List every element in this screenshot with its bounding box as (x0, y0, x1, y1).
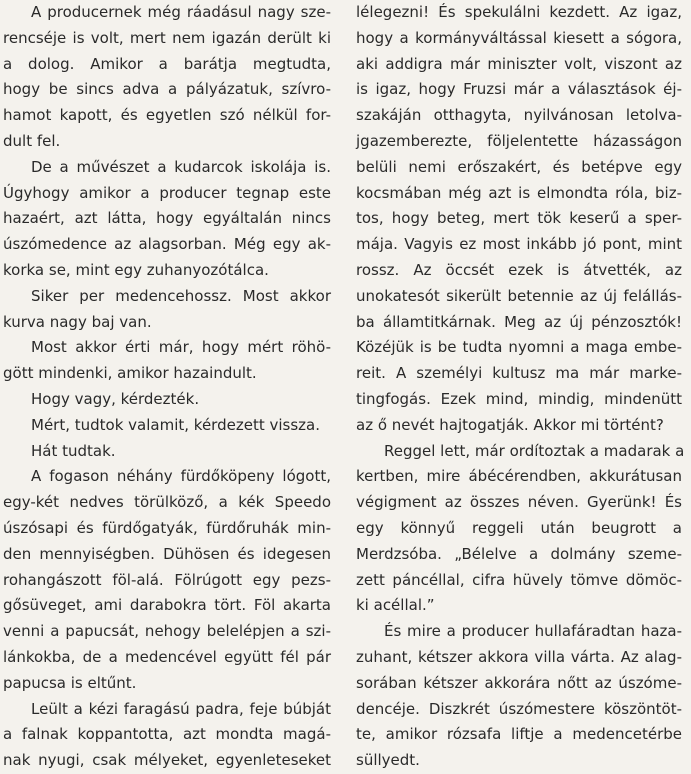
right-column-line: sorában kétszer akkorára nőtt az úszóme- (356, 673, 682, 692)
right-column-line: hogy a kormányváltással kiesett a sógora, (356, 28, 682, 47)
left-column-line: Hát tudtak. (31, 441, 116, 460)
left-column-line: De a művészet a kudarcok iskolája is. (31, 157, 331, 176)
right-column-line: kocsmában még azt is elmondta róla, biz- (356, 183, 682, 202)
right-column-line: jgazemberezte, följelentette házasságon (356, 131, 682, 150)
left-column-line: Siker per medencehossz. Most akkor (31, 286, 331, 305)
left-column-line: kurva nagy baj van. (3, 312, 152, 331)
left-column-line: venni a papucsát, nehogy belelépjen a szi- (3, 622, 331, 641)
right-column-line: reit. A személyi kultusz ma már marke- (356, 364, 682, 383)
left-column-line: A fogason néhány fürdőköpeny lógott, (31, 467, 331, 486)
right-column-line: kertben, mire ábécérendben, akkurátusan (356, 467, 682, 486)
left-text-column (3, 0, 331, 774)
left-column-line: úszómedence az alagsorban. Még egy ak- (3, 235, 331, 254)
left-column-line: hamot kapott, és egyetlen szó nélkül for- (3, 106, 331, 125)
right-column-line: te, amikor rózsafa liftje a medencetérbe (356, 725, 682, 744)
right-column-line: egy könnyű reggeli után beugrott a (356, 518, 682, 537)
left-column-line: úszósapi és fürdőgatyák, fürdőruhák min- (3, 518, 331, 537)
right-column-line: süllyedt. (356, 751, 420, 770)
left-column-line: a falnak koppantotta, azt mondta magá- (3, 725, 331, 744)
left-column-line: nak nyugi, csak mélyeket, egyenleteseket (3, 751, 331, 770)
left-column-line: papucsa is eltűnt. (3, 673, 137, 692)
right-column-line: zett páncéllal, cifra hüvely tömve dömöc- (356, 570, 682, 589)
left-column-line: hazaért, azt látta, hogy egyáltalán nincs (3, 209, 331, 228)
right-column-line: unokatesót sikerült betennie az új felállás- (356, 286, 682, 305)
right-column-line: rossz. Az öccsét ezek is átvették, az (356, 260, 682, 279)
right-column-line: zuhant, kétszer akkora villa várta. Az alag- (356, 647, 682, 666)
right-column-line: Közéjük is be tudta nyomni a maga embe- (356, 338, 682, 357)
left-column-line: dult fel. (3, 131, 61, 150)
right-column-line: ba államtitkárnak. Meg az új pénzosztók! (356, 312, 682, 331)
right-column-line: mája. Vagyis ez most inkább jó pont, mint (356, 235, 682, 254)
left-column-line: Most akkor érti már, hogy mért röhö- (31, 338, 331, 357)
left-column-line: rencséje is volt, mert nem igazán derült ki (3, 28, 331, 47)
left-column-line: lánkokba, de a medencével együtt fél pár (3, 647, 331, 666)
right-column-line: dencéje. Diszkrét úszómestere köszöntöt- (356, 699, 682, 718)
right-column-line: belüli nemi erőszakért, és betépve egy (356, 157, 682, 176)
right-column-line: szakáján otthagyta, nyilvánosan letolva- (356, 106, 682, 125)
right-column-line: tos, hogy beteg, mert tök keserű a sper- (356, 209, 682, 228)
right-column-line: tingfogás. Ezek mind, mindig, mindenütt (356, 389, 682, 408)
left-column-line: A producernek még ráadásul nagy sze- (31, 3, 331, 21)
left-column-line: gősüveget, ami darabokra tört. Föl akarta (3, 596, 331, 615)
left-column-line: den mennyiségben. Dühösen és idegesen (3, 544, 331, 563)
left-column-line: Leült a kézi faragású padra, feje búbját (31, 699, 331, 718)
left-column-line: Úgyhogy amikor a producer tegnap este (3, 183, 331, 202)
right-column-line: végigment az összes néven. Gyerünk! És (356, 493, 682, 512)
left-column-line: a dolog. Amikor a barátja megtudta, (3, 54, 331, 73)
left-column-line: gött mindenki, amikor hazaindult. (3, 364, 257, 383)
left-column-line: korka se, mint egy zuhanyozótálca. (3, 260, 269, 279)
right-column-line: ki acéllal.” (356, 596, 435, 615)
right-text-column (356, 0, 685, 774)
left-column-line: egy-két nedves törülköző, a kék Speedo (3, 493, 331, 512)
right-column-line: is igaz, hogy Fruzsi már a választások éj- (356, 80, 682, 99)
left-column-line: rohangászott föl-alá. Fölrúgott egy pezs- (3, 570, 331, 589)
right-column-line: aki addigra már miniszter volt, viszont az (356, 54, 682, 73)
left-column-line: Hogy vagy, kérdezték. (31, 389, 200, 408)
right-column-line: az ő nevét hajtogatják. Akkor mi történt? (356, 415, 664, 434)
right-column-line: Merdzsóba. „Bélelve a dolmány szeme- (356, 544, 682, 563)
left-column-line: hogy be sincs adva a pályázatuk, szívro- (3, 80, 331, 99)
right-column-line: És mire a producer hullafáradtan haza- (384, 622, 682, 641)
right-column-line: Reggel lett, már ordítoztak a madarak a (384, 441, 685, 460)
right-column-line: lélegezni! És spekulálni kezdett. Az igaz, (356, 3, 682, 21)
left-column-line: Mért, tudtok valamit, kérdezett vissza. (31, 415, 320, 434)
